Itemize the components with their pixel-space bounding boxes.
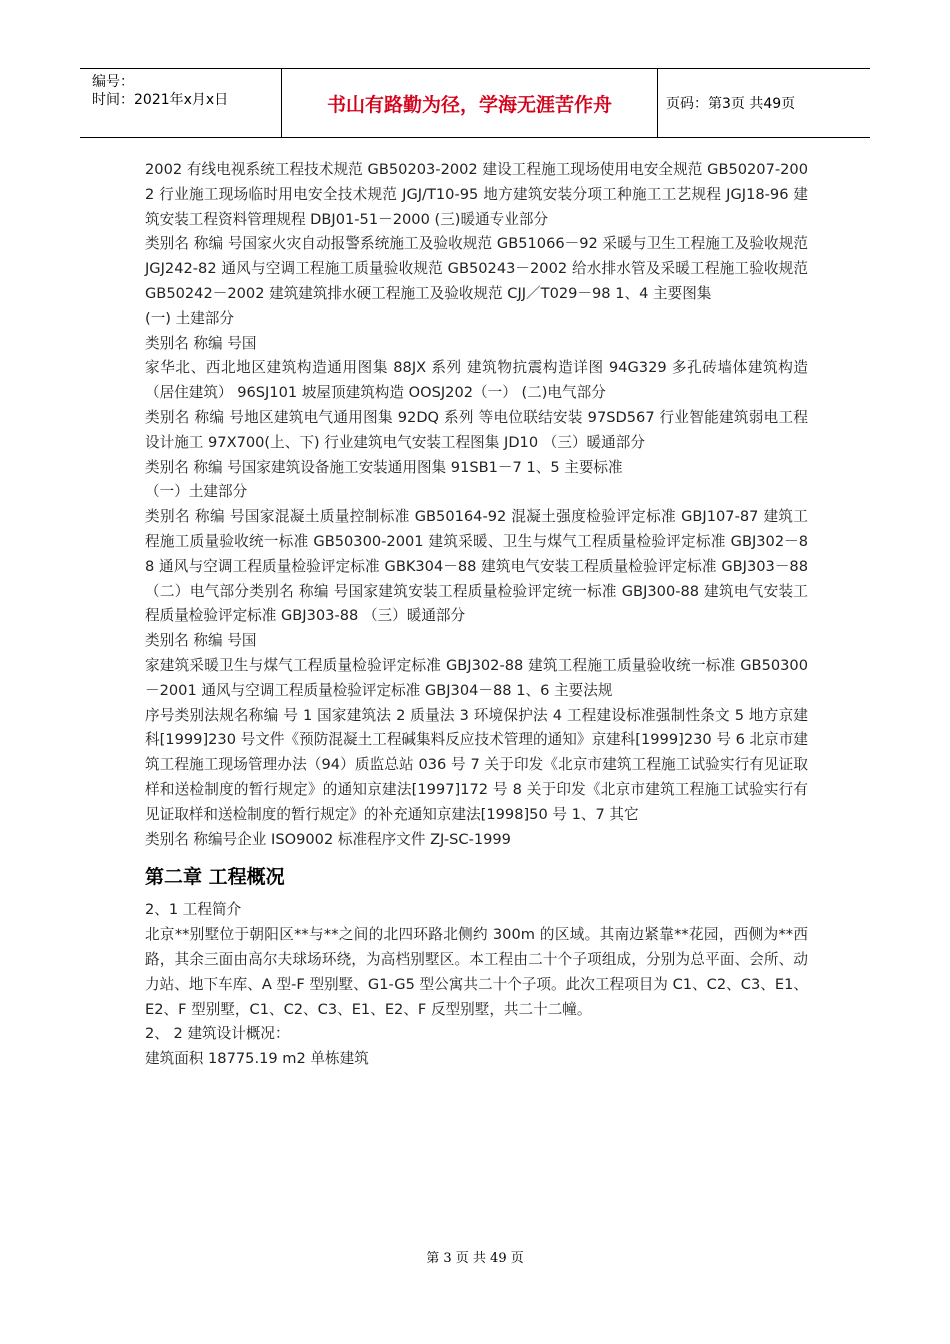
body-paragraph: 建筑面积 18775.19 m2 单栋建筑 [145, 1050, 369, 1068]
header-page-info: 页码：第3页 共49页 [666, 96, 796, 112]
document-body [145, 158, 808, 1072]
header-meta [80, 69, 282, 137]
page-footer: 第 3 页 共 49 页 [426, 1251, 524, 1266]
body-paragraph: 类别名 称编 号国 [145, 632, 257, 650]
header-motto: 书山有路勤为径，学海无涯苦作舟 [282, 69, 658, 137]
body-paragraph: 序号类别法规名称编 号 1 国家建筑法 2 质量法 3 环境保护法 4 工程建设标准强制性条文 5 地方京建科[1999]230 号文件《预防混凝土工程碱集料反应技术管理的通知》京建科[1999]230 号 6 北京市建筑工程施工现场管理办法（94）质监总站 036 号 7 关于印发《北京市建筑工程施工试验实行有见证取样和送检制度的暂行规定》的通知京建法[1997]172 号 8 关于印发《北京市建筑工程施工试验实行有见证取样和送检制度的暂行规定》的补充通知京建法[1998]50 号 1、7 其它 [145, 706, 808, 823]
body-paragraph: (一) 土建部分 [145, 309, 234, 327]
body-paragraph: 2、 2 建筑设计概况： [145, 1025, 290, 1043]
body-paragraph: 类别名 称编 号国家火灾自动报警系统施工及验收规范 GB51066－92 采暖与卫生工程施工及验收规范 JGJ242-82 通风与空调工程施工质量验收规范 GB50243－2002 给水排水管及采暖工程施工验收规范 GB50242－2002 建筑建筑排水硬工程施工及验收规范 CJJ／T029－98 1、4 主要图集 [145, 235, 808, 302]
body-paragraph: 类别名 称编号企业 ISO9002 标准程序文件 ZJ-SC-1999 [145, 830, 511, 848]
time-label: 时间：2021年x月x日 [92, 92, 229, 108]
body-paragraph: 2002 有线电视系统工程技术规范 GB50203-2002 建设工程施工现场使用电安全规范 GB50207-2002 行业施工现场临时用电安全技术规范 JGJ/T10-95 地方建筑安装分项工种施工工艺规程 JGJ18-96 建筑安装工程资料管理规程 DBJ01-51－2000 (三)暖通专业部分 [145, 161, 808, 228]
body-paragraph: 类别名 称编 号国 [145, 334, 257, 352]
body-paragraph: 北京**别墅位于朝阳区**与**之间的北四环路北侧约 300m 的区域。其南边紧靠**花园，西侧为**西路，其余三面由高尔夫球场环绕，为高档别墅区。本工程由二十个子项组成，分别为总平面、会所、动力站、地下车库、A 型-F 型别墅、G1-G5 型公寓共二十个子项。此次工程项目为 C1、C2、C3、E1、E2、F 型别墅，C1、C2、C3、E1、E2、F 反型别墅，共二十二幢。 [145, 926, 808, 1018]
chapter-title: 第二章 工程概况 [145, 866, 285, 889]
page-header [80, 68, 870, 138]
body-paragraph: 类别名 称编 号国家建筑设备施工安装通用图集 91SB1－7 1、5 主要标准 [145, 458, 623, 476]
body-paragraph: （一）土建部分 [145, 483, 248, 501]
number-label: 编号： [92, 74, 134, 90]
body-paragraph: 2、1 工程简介 [145, 901, 242, 919]
body-paragraph: 类别名 称编 号地区建筑电气通用图集 92DQ 系列 等电位联结安装 97SD567 行业智能建筑弱电工程设计施工 97X700(上、下) 行业建筑电气安装工程图集 JD10 （三）暖通部分 [145, 408, 808, 451]
body-paragraph: 家建筑采暖卫生与煤气工程质量检验评定标准 GBJ302-88 建筑工程施工质量验收统一标准 GB50300－2001 通风与空调工程质量检验评定标准 GBJ304－88 1、6 主要法规 [145, 656, 808, 699]
body-paragraph: 类别名 称编 号国家混凝土质量控制标准 GB50164-92 混凝土强度检验评定标准 GBJ107-87 建筑工程施工质量验收统一标准 GB50300-2001 建筑采暖、卫生与煤气工程质量检验评定标准 GBJ302－88 通风与空调工程质量检验评定标准 GBK304－88 建筑电气安装工程质量检验评定标准 GBJ303－88 （二）电气部分类别名 称编 号国家建筑安装工程质量检验评定统一标准 GBJ300-88 建筑电气安装工程质量检验评定标准 GBJ303-88 （三）暖通部分 [145, 508, 808, 625]
body-paragraph: 家华北、西北地区建筑构造通用图集 88JX 系列 建筑物抗震构造详图 94G329 多孔砖墙体建筑构造（居住建筑） 96SJ101 坡屋顶建筑构造 OOSJ202（一） (二)电气部分 [145, 359, 808, 402]
